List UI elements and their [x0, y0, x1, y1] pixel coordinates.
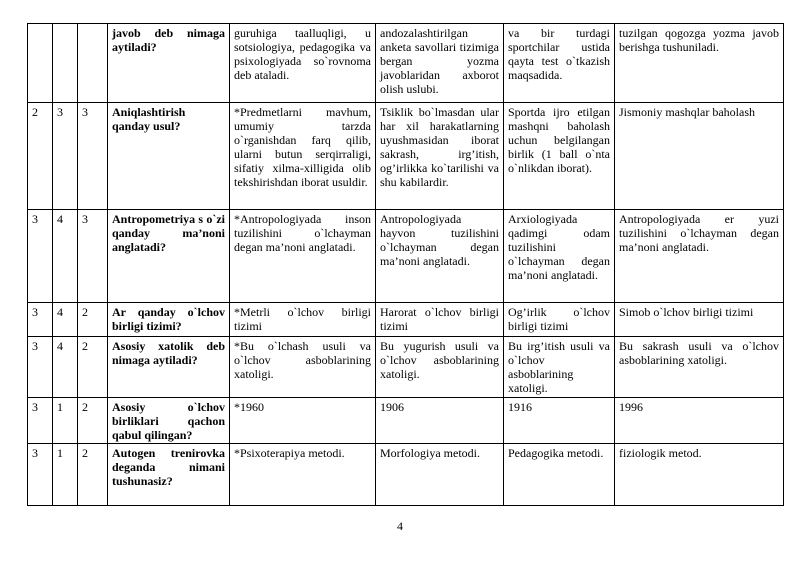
- answer-b-cell: Tsiklik bo`lmasdan ular har xil harakatlarning uyushmasidan iborat sakrash, irg’itish, og’irlikka ko`tarilishi va shu kabilardir.: [376, 103, 504, 210]
- row-col1-cell: 3: [28, 337, 53, 398]
- answer-a-cell: *Metrli o`lchov birligi tizimi: [230, 303, 376, 337]
- answer-b-cell: andozalashtirilgan anketa savollari tizimiga bergan yozma javoblaridan axborot olish uslubi.: [376, 24, 504, 103]
- answer-a-cell: *Psixoterapiya metodi.: [230, 444, 376, 506]
- row-col3-cell: 2: [78, 303, 108, 337]
- answer-b-cell: Morfologiya metodi.: [376, 444, 504, 506]
- answer-d-cell: Antropologiyada er yuzi tuzilishini o`lchayman degan ma’noni anglatadi.: [615, 210, 784, 303]
- table-row: [28, 337, 784, 398]
- answer-d-cell: tuzilgan qogozga yozma javob berishga tushuniladi.: [615, 24, 784, 103]
- answer-d-cell: Bu sakrash usuli va o`lchov asboblarining xatoligi.: [615, 337, 784, 398]
- row-col1-cell: 3: [28, 444, 53, 506]
- table-row: [28, 398, 784, 444]
- answer-c-cell: Og’irlik o`lchov birligi tizimi: [504, 303, 615, 337]
- question-cell: Autogen trenirovka deganda nimani tushunasiz?: [108, 444, 230, 506]
- row-col1-cell: 2: [28, 103, 53, 210]
- answer-a-cell: *1960: [230, 398, 376, 444]
- answer-a-cell: guruhiga taalluqligi, u sotsiologiya, pedagogika va psixologiyada so`rovnoma deb ataladi.: [230, 24, 376, 103]
- row-col3-cell: 3: [78, 103, 108, 210]
- answer-d-cell: 1996: [615, 398, 784, 444]
- question-cell: Asosiy o`lchov birliklari qachon qabul qilingan?: [108, 398, 230, 444]
- answer-a-cell: *Predmetlarni mavhum, umumiy tarzda o`rganishdan farq qilib, ularni butun serqirraligi, sifatiy xilma-xilligida olib tekshirishdan iborat usuldir.: [230, 103, 376, 210]
- row-col2-cell: 4: [53, 337, 78, 398]
- answer-c-cell: 1916: [504, 398, 615, 444]
- table-row: [28, 303, 784, 337]
- answer-c-cell: Pedagogika metodi.: [504, 444, 615, 506]
- row-col3-cell: 2: [78, 337, 108, 398]
- answer-b-cell: Antropologiyada hayvon tuzilishini o`lchayman degan ma’noni anglatadi.: [376, 210, 504, 303]
- answer-a-cell: *Bu o`lchash usuli va o`lchov asboblarining xatoligi.: [230, 337, 376, 398]
- page-number: 4: [397, 519, 403, 533]
- row-col1-cell: 3: [28, 398, 53, 444]
- questions-table-body: [28, 24, 784, 506]
- row-col3-cell: [78, 24, 108, 103]
- answer-d-cell: Simob o`lchov birligi tizimi: [615, 303, 784, 337]
- row-col3-cell: 2: [78, 444, 108, 506]
- question-cell: Ar qanday o`lchov birligi tizimi?: [108, 303, 230, 337]
- answer-c-cell: Sportda ijro etilgan mashqni baholash uchun belgilangan birlik (1 ball o`nta o`nlikdan iborat).: [504, 103, 615, 210]
- question-cell: Aniqlashtirish qanday usul?: [108, 103, 230, 210]
- question-cell: Asosiy xatolik deb nimaga aytiladi?: [108, 337, 230, 398]
- row-col2-cell: 1: [53, 444, 78, 506]
- table-row: [28, 444, 784, 506]
- row-col1-cell: [28, 24, 53, 103]
- row-col2-cell: 4: [53, 210, 78, 303]
- row-col1-cell: 3: [28, 210, 53, 303]
- row-col2-cell: [53, 24, 78, 103]
- row-col2-cell: 3: [53, 103, 78, 210]
- row-col3-cell: 2: [78, 398, 108, 444]
- answer-b-cell: 1906: [376, 398, 504, 444]
- answer-c-cell: Arxiologiyada qadimgi odam tuzilishini o`lchayman degan ma’noni anglatadi.: [504, 210, 615, 303]
- answer-a-cell: *Antropologiyada inson tuzilishini o`lchayman degan ma’noni anglatadi.: [230, 210, 376, 303]
- answer-c-cell: Bu irg’itish usuli va o`lchov asboblarining xatoligi.: [504, 337, 615, 398]
- questions-table: [27, 23, 784, 506]
- row-col2-cell: 1: [53, 398, 78, 444]
- table-row: [28, 103, 784, 210]
- answer-b-cell: Harorat o`lchov birligi tizimi: [376, 303, 504, 337]
- answer-b-cell: Bu yugurish usuli va o`lchov asboblarining xatoligi.: [376, 337, 504, 398]
- row-col1-cell: 3: [28, 303, 53, 337]
- table-row: [28, 210, 784, 303]
- row-col3-cell: 3: [78, 210, 108, 303]
- answer-c-cell: va bir turdagi sportchilar ustida qayta test o`tkazish maqsadida.: [504, 24, 615, 103]
- answer-d-cell: Jismoniy mashqlar baholash: [615, 103, 784, 210]
- question-cell: javob deb nimaga aytiladi?: [108, 24, 230, 103]
- question-cell: Antropometriya s o`zi qanday ma’noni anglatadi?: [108, 210, 230, 303]
- answer-d-cell: fiziologik metod.: [615, 444, 784, 506]
- table-row: [28, 24, 784, 103]
- row-col2-cell: 4: [53, 303, 78, 337]
